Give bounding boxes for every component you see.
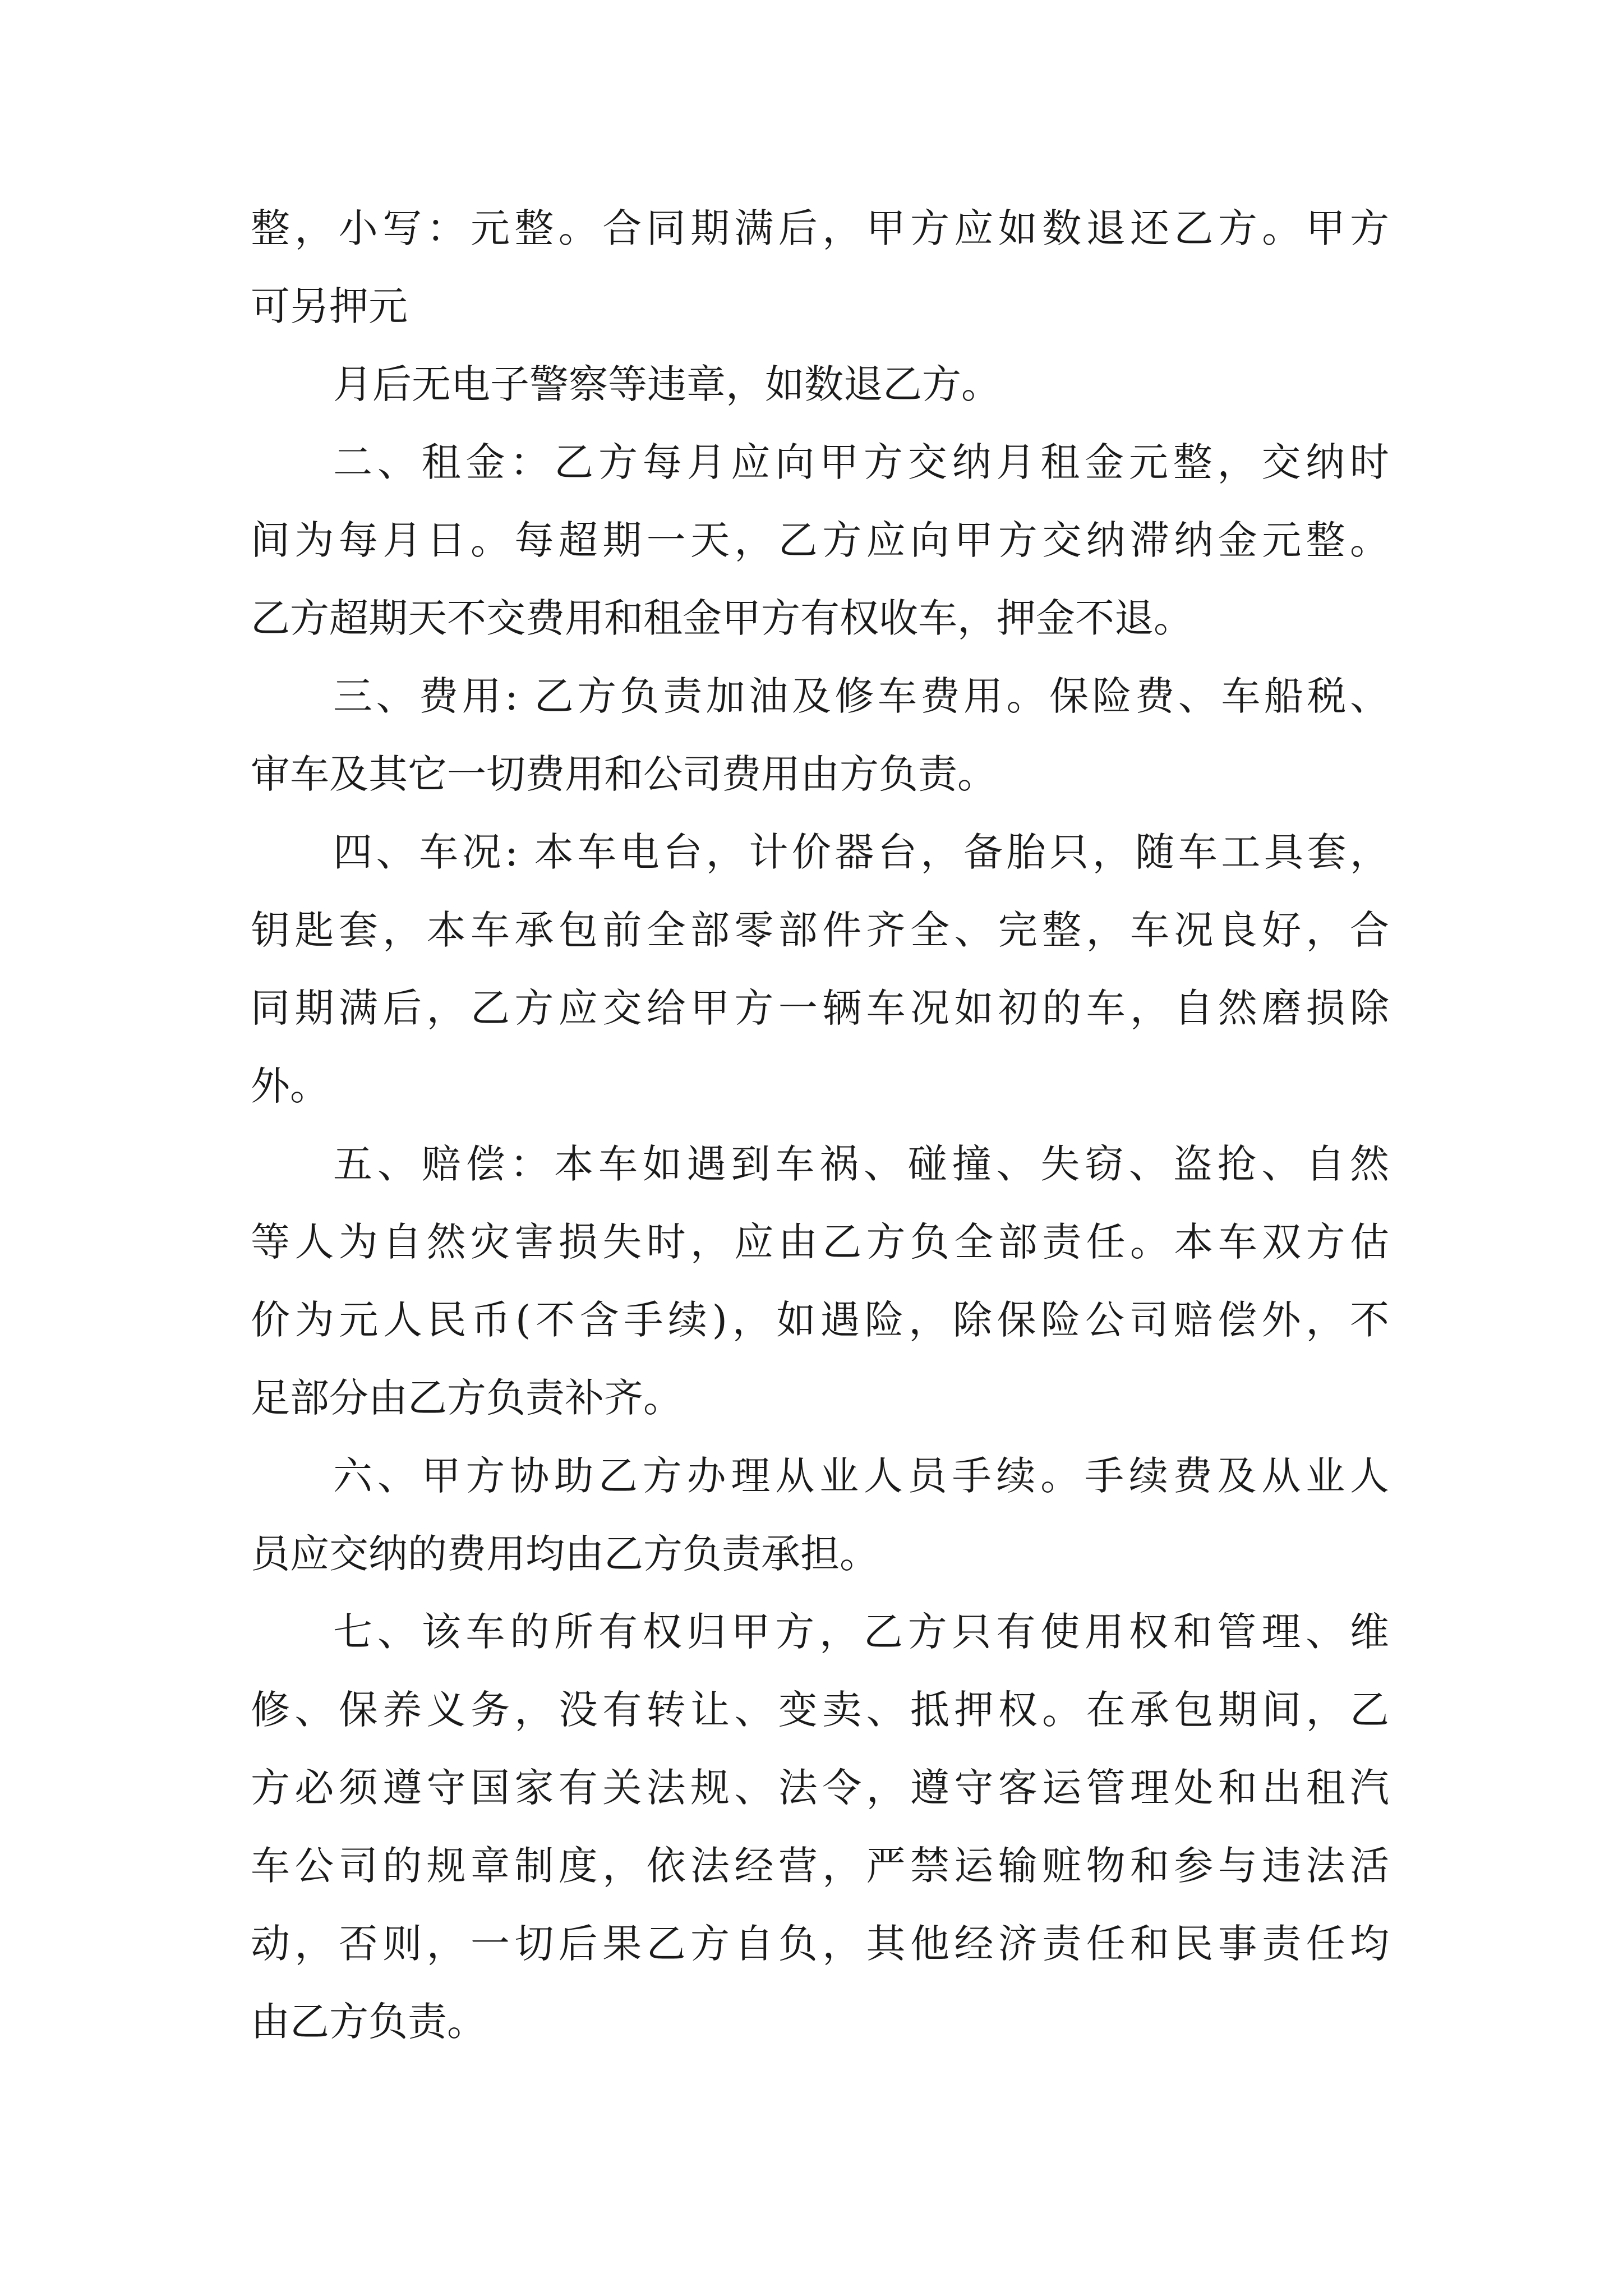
text-line: 等人为自然灾害损失时，应由乙方负全部责任。本车双方估 (251, 1219, 1389, 1265)
paragraph-clause-compensation (251, 1125, 1389, 1437)
text-line: 五、赔偿：本车如遇到车祸、碰撞、失窃、盗抢、自然 (333, 1141, 1389, 1187)
paragraph-deposit-continuation (251, 190, 1389, 346)
text-line: 乙方超期天不交费用和租金甲方有权收车，押金不退。 (251, 595, 1193, 641)
paragraph-clause-ownership (251, 1593, 1389, 2061)
text-line: 间为每月日。每超期一天，乙方应向甲方交纳滞纳金元整。 (251, 517, 1389, 563)
text-line: 四、车况: 本车电台，计价器台，备胎只，随车工具套， (333, 829, 1389, 875)
text-line: 价为元人民币(不含手续)，如遇险，除保险公司赔偿外，不 (251, 1297, 1389, 1343)
text-line: 钥匙套，本车承包前全部零部件齐全、完整，车况良好，合 (251, 907, 1389, 953)
text-line: 由乙方负责。 (251, 1999, 486, 2045)
document-body (251, 190, 1389, 2061)
text-line: 六、甲方协助乙方办理从业人员手续。手续费及从业人 (333, 1453, 1389, 1499)
text-line: 三、费用: 乙方负责加油及修车费用。保险费、车船税、 (333, 673, 1389, 719)
text-line: 外。 (251, 1063, 329, 1109)
text-line: 足部分由乙方负责补齐。 (251, 1375, 683, 1421)
text-line: 修、保养义务，没有转让、变卖、抵押权。在承包期间，乙 (251, 1687, 1389, 1733)
paragraph-clause-fees (251, 657, 1389, 813)
text-line: 二、租金：乙方每月应向甲方交纳月租金元整，交纳时 (333, 439, 1389, 485)
text-line: 可另押元 (251, 283, 408, 329)
text-line: 审车及其它一切费用和公司费用由方负责。 (251, 751, 997, 797)
text-line: 同期满后，乙方应交给甲方一辆车况如初的车，自然磨损除 (251, 985, 1389, 1031)
paragraph-clause-condition (251, 813, 1389, 1125)
paragraph-clause-rent (251, 424, 1389, 657)
paragraph-clause-procedures (251, 1437, 1389, 1593)
text-line: 车公司的规章制度，依法经营，严禁运输赃物和参与违法活 (251, 1843, 1389, 1889)
paragraph-deposit-return (251, 346, 1389, 424)
text-line: 月后无电子警察等违章，如数退乙方。 (333, 361, 1000, 407)
text-line: 方必须遵守国家有关法规、法令，遵守客运管理处和出租汽 (251, 1765, 1389, 1811)
text-line: 员应交纳的费用均由乙方负责承担。 (251, 1531, 879, 1577)
text-line: 动，否则，一切后果乙方自负，其他经济责任和民事责任均 (251, 1921, 1389, 1967)
text-line: 七、该车的所有权归甲方，乙方只有使用权和管理、维 (333, 1609, 1389, 1655)
text-line: 整，小写：元整。合同期满后，甲方应如数退还乙方。甲方 (251, 205, 1389, 251)
